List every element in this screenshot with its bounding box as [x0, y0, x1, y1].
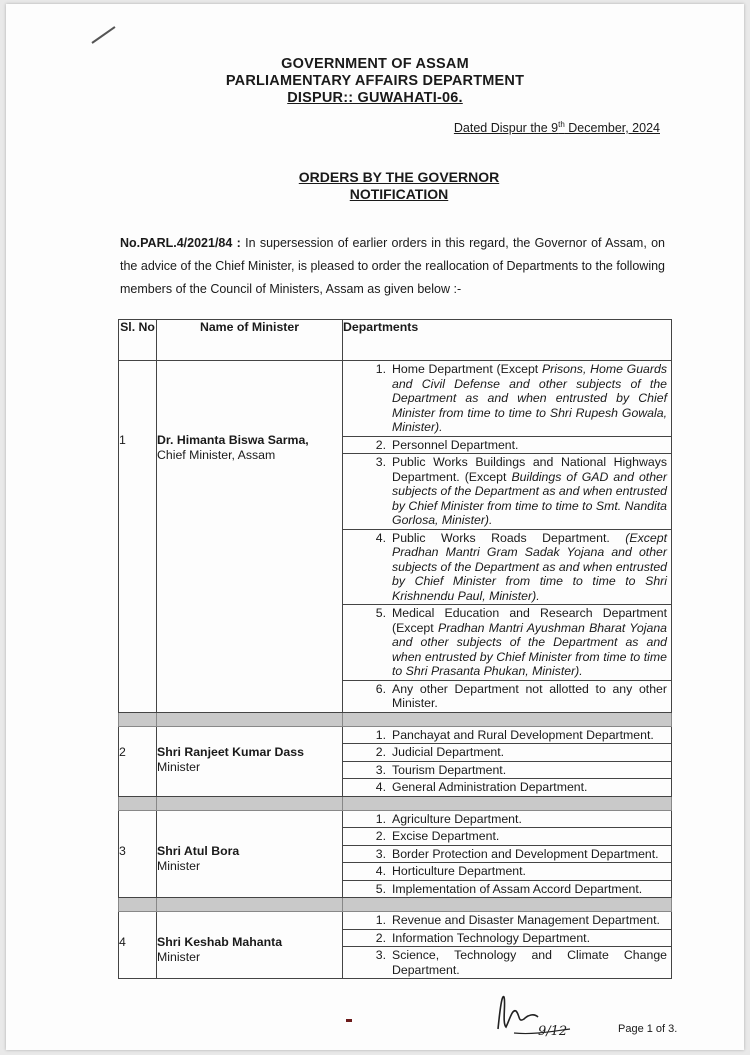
department-exception: (Except Pradhan Mantri Gram Sadak Yojana and other subjects of the Department as and when entrusted by Chief Minister from time to time to Shri Krishnendu Paul, Minister). — [392, 530, 667, 603]
department-text — [392, 763, 667, 778]
department-text — [392, 728, 667, 743]
table-row — [119, 810, 672, 898]
department-item — [343, 605, 671, 681]
department-item — [343, 828, 671, 846]
department-text — [392, 829, 667, 844]
department-label: Horticulture Department. — [392, 864, 526, 878]
departments-list — [343, 361, 671, 712]
separator-cell — [157, 796, 343, 810]
department-label: Judicial Department. — [392, 745, 505, 759]
minister-role: Minister — [157, 858, 201, 873]
department-item — [343, 727, 671, 745]
departments-list — [343, 727, 671, 796]
department-item — [343, 530, 671, 606]
orders-title: ORDERS BY THE GOVERNOR — [298, 169, 500, 185]
dated-rest: December, 2024 — [564, 121, 660, 136]
department-item — [343, 811, 671, 829]
separator-cell — [119, 796, 157, 810]
minister-cell — [157, 361, 343, 713]
department-exception: Prisons, Home Guards and Civil Defense and other subjects of the Department as and when entrusted by Chief Minister from time to time to Shri Rupesh Gowala, Minister). — [392, 362, 667, 434]
department-label: General Administration Department. — [392, 780, 588, 794]
department-label: Medical Education and Research Department (Except — [392, 606, 667, 635]
department-text — [392, 931, 667, 946]
department-text — [392, 882, 667, 897]
department-number: 4. — [375, 864, 386, 878]
department-label: Excise Department. — [392, 829, 500, 843]
department-text — [392, 812, 667, 827]
department-text — [392, 913, 667, 928]
table-separator-row — [119, 712, 672, 726]
department-item — [343, 361, 671, 437]
department-label: Public Works Roads Department. — [392, 530, 626, 545]
signature — [494, 989, 572, 1039]
col-sl-no: Sl. No — [119, 320, 157, 361]
signature-date: 9/12 — [538, 1024, 568, 1039]
col-name-of-minister: Name of Minister — [157, 320, 343, 361]
header-address: DISPUR:: GUWAHATI-06. — [287, 90, 463, 106]
department-number: 2. — [375, 745, 386, 759]
department-number: 3. — [375, 948, 386, 962]
department-text — [392, 864, 667, 879]
department-label: Information Technology Department. — [392, 930, 590, 945]
col-departments: Departments — [343, 320, 672, 361]
department-label: Public Works Buildings and National Highways Department. (Except — [392, 455, 667, 484]
department-exception: Pradhan Mantri Ayushman Bharat Yojana and other subjects of the Department as and when entrusted by Chief Minister from time to time to Shri Prasanta Phukan, Minister). — [392, 620, 667, 678]
department-text — [392, 455, 667, 528]
department-item — [343, 863, 671, 881]
department-label: Any other Department not allotted to any other Minister. — [392, 681, 667, 710]
sl-no-cell: 4 — [119, 912, 157, 979]
table-body — [119, 361, 672, 979]
department-number: 1. — [375, 362, 386, 376]
dated-prefix: Dated Dispur the 9 — [453, 121, 559, 136]
department-number: 6. — [375, 681, 386, 696]
pen-mark — [91, 26, 115, 44]
departments-cell — [343, 810, 672, 898]
department-item — [343, 947, 671, 978]
department-number: 2. — [375, 829, 386, 843]
header-department: PARLIAMENTARY AFFAIRS DEPARTMENT — [225, 73, 525, 89]
orders-heading — [6, 169, 744, 203]
notification-title: NOTIFICATION — [349, 186, 449, 202]
department-label: Science, Technology and Climate Change Department. — [392, 948, 667, 977]
table-header-row — [119, 320, 672, 361]
department-label: Tourism Department. — [392, 762, 507, 777]
department-exception: Buildings of GAD and other subjects of the Department as and when entrusted by Chief Minister from time to time to Smt. Nandita Gorlosa, Minister). — [392, 469, 667, 527]
department-label: Personnel Department. — [392, 437, 519, 452]
department-text — [392, 745, 667, 760]
department-number: 1. — [375, 811, 386, 826]
separator-cell — [343, 712, 672, 726]
department-label: Agriculture Department. — [392, 811, 522, 826]
department-label: Border Protection and Development Department. — [392, 846, 659, 861]
department-number: 4. — [375, 780, 386, 794]
dated-suffix: th — [558, 120, 565, 129]
dated-line — [454, 120, 660, 135]
intro-paragraph — [120, 232, 665, 301]
sl-no-cell: 3 — [119, 810, 157, 898]
minister-name: Dr. Himanta Biswa Sarma, — [157, 433, 309, 447]
department-text — [392, 682, 667, 711]
department-number: 5. — [375, 606, 386, 620]
department-number: 3. — [375, 762, 386, 777]
department-number: 1. — [375, 727, 386, 742]
departments-list — [343, 912, 671, 978]
minister-cell — [157, 912, 343, 979]
department-item — [343, 744, 671, 762]
department-item — [343, 846, 671, 864]
table-row — [119, 361, 672, 713]
department-label: Panchayat and Rural Development Department. — [392, 727, 654, 742]
department-text — [392, 438, 667, 453]
departments-cell — [343, 912, 672, 979]
departments-list — [343, 811, 671, 898]
department-label: Revenue and Disaster Management Department. — [392, 913, 660, 927]
department-text — [392, 780, 667, 795]
ministers-table — [118, 319, 672, 979]
notification-number: No.PARL.4/2021/84 : — [120, 236, 241, 250]
minister-cell — [157, 810, 343, 898]
separator-cell — [343, 898, 672, 912]
separator-cell — [119, 712, 157, 726]
department-item — [343, 912, 671, 930]
sl-no-cell: 1 — [119, 361, 157, 713]
header-government: GOVERNMENT OF ASSAM — [281, 56, 469, 72]
department-item — [343, 681, 671, 712]
department-item — [343, 779, 671, 796]
table-separator-row — [119, 898, 672, 912]
department-item — [343, 930, 671, 948]
department-number: 2. — [375, 437, 386, 452]
department-text — [392, 847, 667, 862]
minister-role: Chief Minister, Assam — [157, 448, 276, 462]
sl-no-cell: 2 — [119, 726, 157, 796]
department-number: 3. — [375, 455, 386, 469]
separator-cell — [119, 898, 157, 912]
department-item — [343, 454, 671, 530]
department-label: Home Department (Except — [392, 362, 542, 376]
table-row — [119, 726, 672, 796]
table-row — [119, 912, 672, 979]
minister-name: Shri Ranjeet Kumar Dass — [157, 744, 304, 759]
minister-role: Minister — [157, 950, 201, 964]
minister-role: Minister — [157, 759, 201, 774]
table-separator-row — [119, 796, 672, 810]
department-number: 5. — [375, 881, 386, 896]
department-text — [392, 606, 667, 679]
minister-cell — [157, 726, 343, 796]
department-number: 3. — [375, 846, 386, 861]
ink-mark — [346, 1019, 352, 1022]
minister-name: Shri Atul Bora — [157, 843, 240, 858]
document-page — [6, 4, 744, 1050]
department-text — [392, 531, 667, 604]
departments-cell — [343, 726, 672, 796]
intro-text: In supersession of earlier orders in this regard, the Governor of Assam, on the advice of the Chief Minister, is pleased to order the reallocation of Departments to the following members of the Council of Ministers, Assam as given below :- — [120, 236, 666, 296]
department-item — [343, 762, 671, 780]
department-number: 4. — [375, 530, 386, 545]
letterhead — [6, 56, 744, 107]
department-item — [343, 881, 671, 898]
department-label: Implementation of Assam Accord Department. — [392, 881, 643, 896]
separator-cell — [157, 898, 343, 912]
department-text — [392, 362, 667, 435]
separator-cell — [343, 796, 672, 810]
department-item — [343, 437, 671, 455]
separator-cell — [157, 712, 343, 726]
department-number: 2. — [375, 930, 386, 945]
department-text — [392, 948, 667, 977]
minister-name: Shri Keshab Mahanta — [157, 935, 283, 949]
department-number: 1. — [375, 913, 386, 927]
page-number: Page 1 of 3. — [618, 1023, 678, 1035]
departments-cell — [343, 361, 672, 713]
